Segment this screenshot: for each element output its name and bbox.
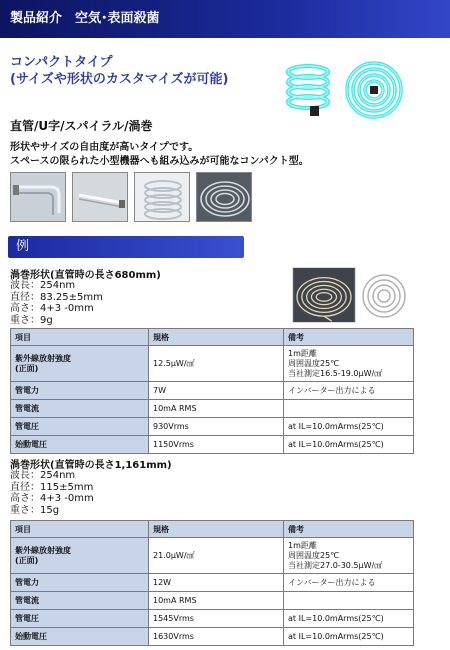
row-note-line: 周囲温度25℃	[288, 550, 340, 560]
row-item: 管電流	[11, 400, 149, 418]
table-row	[11, 418, 414, 436]
row-value: 1545Vrms	[149, 610, 284, 628]
spec1-wavelength: 波長：254nm	[10, 280, 76, 291]
row-note: インバーター出力による	[284, 382, 414, 400]
header-title: 製品紹介 空気･表面殺菌	[10, 11, 160, 26]
lamp-thumbnails	[10, 172, 252, 222]
coil-lamp-image	[343, 58, 405, 122]
header-item: 項目	[11, 521, 149, 538]
table-row	[11, 574, 414, 592]
header-item: 項目	[11, 329, 149, 346]
spec1-weight: 重さ：9g	[10, 314, 53, 326]
row-note: at IL=10.0mArms(25℃)	[284, 436, 414, 454]
thumbnail-spiral	[134, 172, 190, 222]
table-row	[11, 346, 414, 382]
table-header-row	[11, 329, 414, 346]
table-row	[11, 436, 414, 454]
spec1-diameter: 直径：83.25±5mm	[10, 291, 103, 303]
row-value: 1630Vrms	[149, 628, 284, 646]
row-item	[11, 346, 149, 382]
spiral-lamp-image	[280, 58, 338, 118]
table-row	[11, 592, 414, 610]
row-value: 21.0μW/㎠	[149, 538, 284, 574]
row-item: 始動電圧	[11, 628, 149, 646]
row-note	[284, 592, 414, 610]
row-note-line: 周囲温度25℃	[288, 358, 340, 368]
header-spec: 規格	[149, 329, 284, 346]
row-item: 管電力	[11, 382, 149, 400]
row-value: 7W	[149, 382, 284, 400]
row-item: 始動電圧	[11, 436, 149, 454]
spec2-properties	[10, 470, 94, 516]
row-note: at IL=10.0mArms(25℃)	[284, 418, 414, 436]
row-item-line: (正面)	[15, 555, 39, 565]
spec1-properties	[10, 280, 103, 326]
row-note-line: 当社測定27.0-30.5μW/㎠	[288, 560, 383, 570]
table-row	[11, 400, 414, 418]
header-note: 備考	[284, 521, 414, 538]
table-row	[11, 382, 414, 400]
thumbnail-straight-tube	[72, 172, 128, 222]
subtitle-line-1: コンパクトタイプ	[10, 55, 113, 70]
spec1-coil-photo	[292, 267, 356, 323]
row-item-line: (正面)	[15, 363, 39, 373]
thumbnail-u-shape	[10, 172, 66, 222]
row-value: 12.5μW/㎠	[149, 346, 284, 382]
spec1-table	[10, 328, 414, 454]
shape-types: 直管/U字/スパイラル/渦巻	[10, 119, 153, 133]
row-note-line: 当社測定16.5-19.0μW/㎠	[288, 368, 383, 378]
table-row	[11, 628, 414, 646]
description-line-2: スペースの限られた小型機器へも組み込みが可能なコンパクト型。	[10, 156, 309, 167]
spec2-height: 高さ：4+3 -0mm	[10, 493, 94, 504]
spec2-diameter: 直径：115±5mm	[10, 481, 94, 493]
spec2-table	[10, 520, 414, 646]
row-item	[11, 538, 149, 574]
row-note: at IL=10.0mArms(25℃)	[284, 610, 414, 628]
row-item-line: 紫外線放射強度	[15, 545, 71, 555]
header-note: 備考	[284, 329, 414, 346]
row-item: 管電流	[11, 592, 149, 610]
row-note-line: 1m距離	[288, 540, 317, 550]
subtitle-line-2: (サイズや形状のカスタマイズが可能)	[10, 72, 229, 87]
example-section-label: 例	[8, 236, 244, 258]
row-note	[284, 400, 414, 418]
row-note-line: 1m距離	[288, 348, 317, 358]
spec2-weight: 重さ：15g	[10, 504, 60, 516]
row-note	[284, 346, 414, 382]
table-row	[11, 610, 414, 628]
spec1-drawing-image	[360, 271, 410, 321]
row-value: 12W	[149, 574, 284, 592]
spec2-title: 渦巻形状(直管時の長さ1,161mm)	[10, 460, 172, 471]
description-line-1: 形状やサイズの自由度が高いタイプです。	[10, 142, 199, 153]
thumbnail-coil	[196, 172, 252, 222]
row-item-line: 紫外線放射強度	[15, 353, 71, 363]
product-description	[10, 141, 309, 169]
row-note: インバーター出力による	[284, 574, 414, 592]
table-row	[11, 538, 414, 574]
row-value: 1150Vrms	[149, 436, 284, 454]
row-note	[284, 538, 414, 574]
row-item: 管電力	[11, 574, 149, 592]
table-header-row	[11, 521, 414, 538]
product-subtitle	[10, 54, 228, 88]
row-value: 10mA RMS	[149, 592, 284, 610]
spec1-title: 渦巻形状(直管時の長さ680mm)	[10, 270, 161, 281]
spec2-wavelength: 波長：254nm	[10, 470, 76, 481]
row-item: 管電圧	[11, 610, 149, 628]
page-header	[0, 0, 450, 38]
spec1-height: 高さ：4+3 -0mm	[10, 303, 94, 314]
row-value: 10mA RMS	[149, 400, 284, 418]
row-item: 管電圧	[11, 418, 149, 436]
row-value: 930Vrms	[149, 418, 284, 436]
row-note: at IL=10.0mArms(25℃)	[284, 628, 414, 646]
header-spec: 規格	[149, 521, 284, 538]
